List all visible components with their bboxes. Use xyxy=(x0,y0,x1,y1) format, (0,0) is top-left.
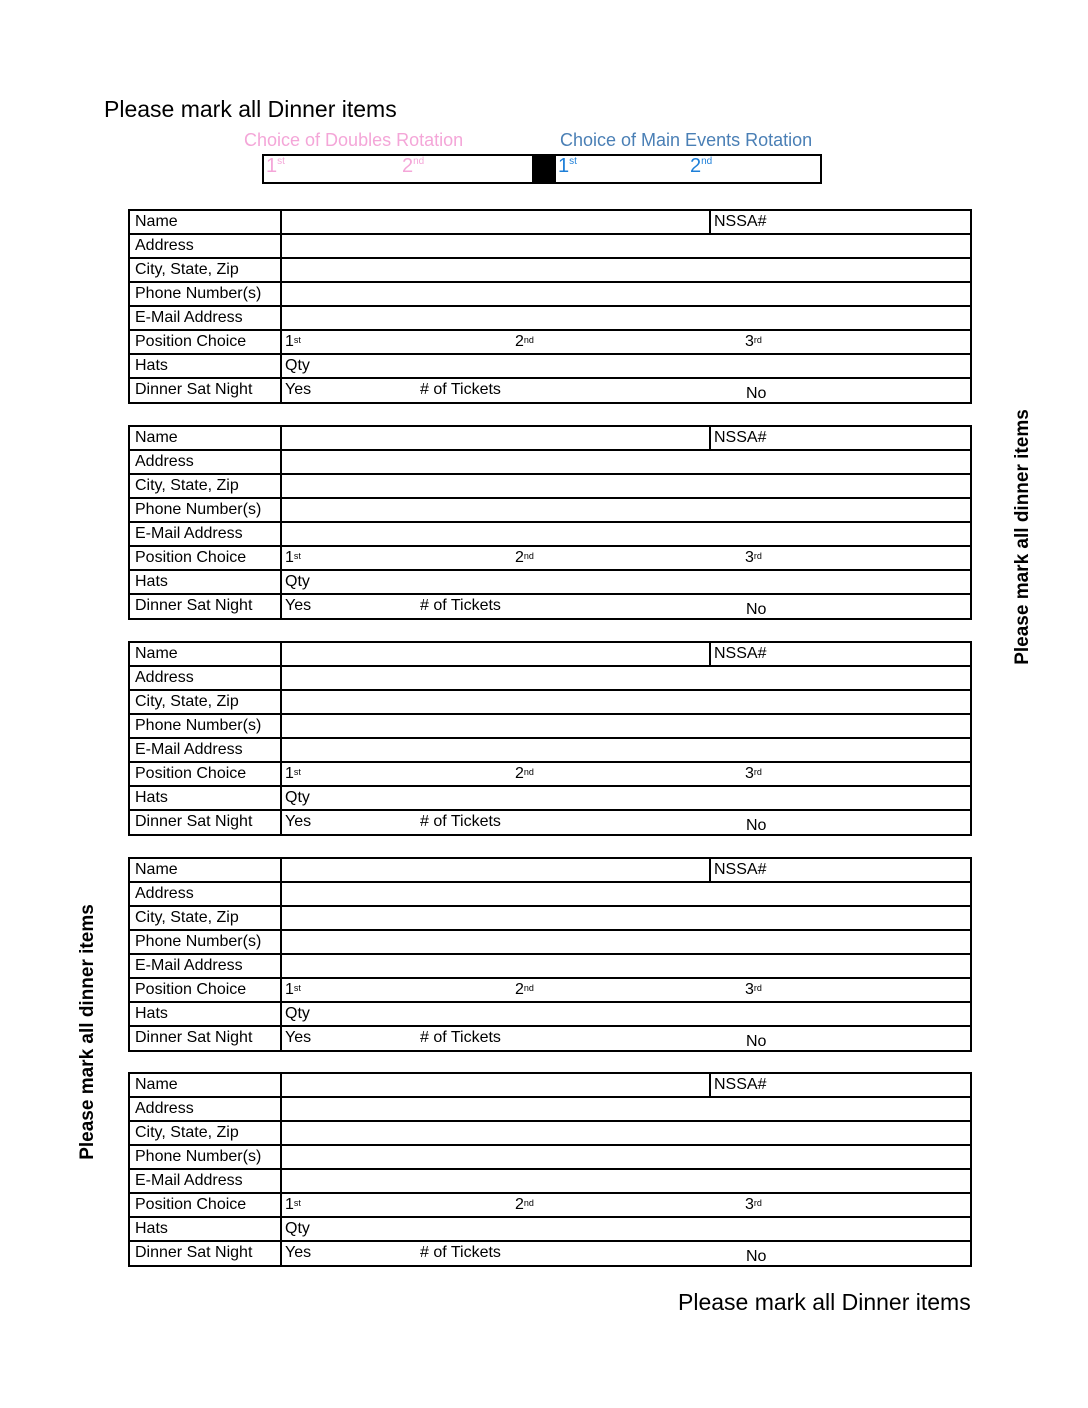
city-row[interactable] xyxy=(130,907,970,931)
address-label: Address xyxy=(130,235,282,257)
city-label: City, State, Zip xyxy=(130,259,282,281)
nssa-label[interactable]: NSSA# xyxy=(709,1074,766,1096)
dinner-label: Dinner Sat Night xyxy=(130,811,282,834)
name-label: Name xyxy=(130,643,282,665)
position-label: Position Choice xyxy=(130,331,282,353)
dinner-no[interactable]: No xyxy=(746,1033,767,1050)
dinner-label: Dinner Sat Night xyxy=(130,1242,282,1265)
position-row[interactable] xyxy=(130,547,970,571)
phone-row[interactable] xyxy=(130,499,970,523)
main-first-choice[interactable]: 1st xyxy=(558,155,577,177)
address-label: Address xyxy=(130,667,282,689)
position-row[interactable] xyxy=(130,979,970,1003)
dinner-label: Dinner Sat Night xyxy=(130,595,282,618)
shooter-entry-5 xyxy=(128,1072,972,1267)
hats-qty[interactable]: Qty xyxy=(285,1005,310,1022)
rotation-choice-box[interactable] xyxy=(262,154,822,184)
dinner-no[interactable]: No xyxy=(746,817,767,834)
name-row[interactable] xyxy=(130,643,970,667)
dinner-tickets[interactable]: # of Tickets xyxy=(420,381,501,398)
shooter-entry-4 xyxy=(128,857,972,1052)
right-vertical-instruction: Please mark all dinner items xyxy=(1012,409,1033,665)
hats-qty[interactable]: Qty xyxy=(285,789,310,806)
dinner-tickets[interactable]: # of Tickets xyxy=(420,813,501,830)
position-label: Position Choice xyxy=(130,1194,282,1216)
phone-label: Phone Number(s) xyxy=(130,715,282,737)
shooter-entry-1 xyxy=(128,209,972,404)
dinner-tickets[interactable]: # of Tickets xyxy=(420,1244,501,1261)
email-label: E-Mail Address xyxy=(130,955,282,977)
dinner-row[interactable] xyxy=(130,379,970,402)
phone-label: Phone Number(s) xyxy=(130,283,282,305)
city-row[interactable] xyxy=(130,259,970,283)
address-row[interactable] xyxy=(130,883,970,907)
email-row[interactable] xyxy=(130,955,970,979)
email-row[interactable] xyxy=(130,739,970,763)
name-label: Name xyxy=(130,211,282,233)
dinner-yes[interactable]: Yes xyxy=(285,381,312,398)
address-label: Address xyxy=(130,451,282,473)
dinner-yes[interactable]: Yes xyxy=(285,1029,312,1046)
nssa-label[interactable]: NSSA# xyxy=(709,211,766,233)
position-second[interactable]: 2nd xyxy=(515,1196,534,1213)
nssa-label[interactable]: NSSA# xyxy=(709,643,766,665)
doubles-first-choice[interactable]: 1st xyxy=(266,155,285,177)
position-second[interactable]: 2nd xyxy=(515,765,534,782)
phone-label: Phone Number(s) xyxy=(130,1146,282,1168)
dinner-no[interactable]: No xyxy=(746,601,767,618)
dinner-no[interactable]: No xyxy=(746,1248,767,1265)
main-second-choice[interactable]: 2nd xyxy=(690,155,713,177)
dinner-yes[interactable]: Yes xyxy=(285,1244,312,1261)
position-third[interactable]: 3rd xyxy=(745,1196,762,1213)
address-row[interactable] xyxy=(130,451,970,475)
hats-label: Hats xyxy=(130,355,282,377)
address-label: Address xyxy=(130,1098,282,1120)
hats-label: Hats xyxy=(130,1003,282,1025)
dinner-label: Dinner Sat Night xyxy=(130,379,282,402)
address-row[interactable] xyxy=(130,235,970,259)
dinner-tickets[interactable]: # of Tickets xyxy=(420,597,501,614)
email-row[interactable] xyxy=(130,307,970,331)
left-vertical-instruction: Please mark all dinner items xyxy=(77,904,98,1160)
hats-row[interactable] xyxy=(130,787,970,811)
hats-label: Hats xyxy=(130,571,282,593)
position-second[interactable]: 2nd xyxy=(515,333,534,350)
phone-row[interactable] xyxy=(130,715,970,739)
dinner-row[interactable] xyxy=(130,811,970,834)
hats-label: Hats xyxy=(130,787,282,809)
dinner-no[interactable]: No xyxy=(746,385,767,402)
phone-row[interactable] xyxy=(130,931,970,955)
nssa-label[interactable]: NSSA# xyxy=(709,859,766,881)
dinner-row[interactable] xyxy=(130,595,970,618)
name-label: Name xyxy=(130,859,282,881)
hats-row[interactable] xyxy=(130,1003,970,1027)
position-first[interactable]: 1st xyxy=(285,549,301,566)
name-row[interactable] xyxy=(130,1074,970,1098)
position-second[interactable]: 2nd xyxy=(515,549,534,566)
email-label: E-Mail Address xyxy=(130,307,282,329)
city-row[interactable] xyxy=(130,691,970,715)
email-row[interactable] xyxy=(130,1170,970,1194)
position-first[interactable]: 1st xyxy=(285,981,301,998)
address-label: Address xyxy=(130,883,282,905)
position-row[interactable] xyxy=(130,763,970,787)
hats-qty[interactable]: Qty xyxy=(285,1220,310,1237)
position-label: Position Choice xyxy=(130,979,282,1001)
dinner-yes[interactable]: Yes xyxy=(285,597,312,614)
doubles-second-choice[interactable]: 2nd xyxy=(402,155,425,177)
main-events-rotation-label: Choice of Main Events Rotation xyxy=(560,130,813,150)
name-label: Name xyxy=(130,427,282,449)
hats-qty[interactable]: Qty xyxy=(285,357,310,374)
hats-row[interactable] xyxy=(130,571,970,595)
phone-label: Phone Number(s) xyxy=(130,931,282,953)
position-row[interactable] xyxy=(130,1194,970,1218)
shooter-entry-3 xyxy=(128,641,972,836)
address-row[interactable] xyxy=(130,1098,970,1122)
hats-row[interactable] xyxy=(130,1218,970,1242)
name-label: Name xyxy=(130,1074,282,1096)
dinner-row[interactable] xyxy=(130,1027,970,1050)
position-first[interactable]: 1st xyxy=(285,333,301,350)
dinner-label: Dinner Sat Night xyxy=(130,1027,282,1050)
doubles-rotation-label: Choice of Doubles Rotation xyxy=(244,130,464,150)
position-third[interactable]: 3rd xyxy=(745,981,762,998)
position-third[interactable]: 3rd xyxy=(745,333,762,350)
city-row[interactable] xyxy=(130,1122,970,1146)
shooter-entry-2 xyxy=(128,425,972,620)
position-first[interactable]: 1st xyxy=(285,765,301,782)
email-label: E-Mail Address xyxy=(130,523,282,545)
phone-row[interactable] xyxy=(130,283,970,307)
dinner-row[interactable] xyxy=(130,1242,970,1265)
position-third[interactable]: 3rd xyxy=(745,549,762,566)
email-label: E-Mail Address xyxy=(130,1170,282,1192)
name-row[interactable] xyxy=(130,427,970,451)
email-label: E-Mail Address xyxy=(130,739,282,761)
rotation-divider xyxy=(532,156,556,182)
phone-row[interactable] xyxy=(130,1146,970,1170)
top-instruction: Please mark all Dinner items xyxy=(104,96,397,122)
email-row[interactable] xyxy=(130,523,970,547)
city-row[interactable] xyxy=(130,475,970,499)
nssa-label[interactable]: NSSA# xyxy=(709,427,766,449)
bottom-instruction: Please mark all Dinner items xyxy=(678,1289,971,1315)
phone-label: Phone Number(s) xyxy=(130,499,282,521)
position-first[interactable]: 1st xyxy=(285,1196,301,1213)
name-row[interactable] xyxy=(130,211,970,235)
city-label: City, State, Zip xyxy=(130,691,282,713)
hats-label: Hats xyxy=(130,1218,282,1240)
position-label: Position Choice xyxy=(130,763,282,785)
address-row[interactable] xyxy=(130,667,970,691)
position-second[interactable]: 2nd xyxy=(515,981,534,998)
city-label: City, State, Zip xyxy=(130,475,282,497)
position-third[interactable]: 3rd xyxy=(745,765,762,782)
position-row[interactable] xyxy=(130,331,970,355)
position-label: Position Choice xyxy=(130,547,282,569)
dinner-yes[interactable]: Yes xyxy=(285,813,312,830)
city-label: City, State, Zip xyxy=(130,907,282,929)
city-label: City, State, Zip xyxy=(130,1122,282,1144)
dinner-tickets[interactable]: # of Tickets xyxy=(420,1029,501,1046)
hats-row[interactable] xyxy=(130,355,970,379)
hats-qty[interactable]: Qty xyxy=(285,573,310,590)
name-row[interactable] xyxy=(130,859,970,883)
